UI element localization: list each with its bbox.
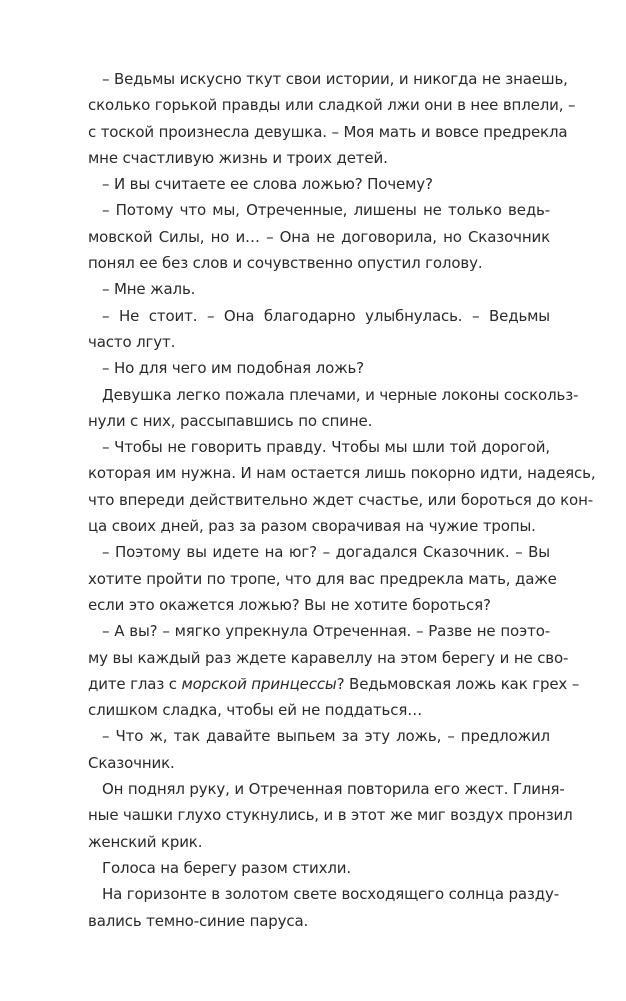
body-text: [88, 66, 596, 934]
text-line: му вы каждый раз ждете каравеллу на этом берегу и не сво-: [88, 648, 569, 667]
text-line: мовской Силы, но и… – Она не договорила, но Сказочник: [88, 227, 550, 246]
text-line: – Потому что мы, Отреченные, лишены не только ведь-: [102, 201, 550, 220]
text-line: – Поэтому вы идете на юг? – догадался Сказочник. – Вы: [102, 543, 550, 562]
text-line: слишком сладка, чтобы ей не поддаться…: [88, 701, 423, 720]
text-line: хотите пройти по тропе, что для вас предрекла мать, даже: [88, 569, 557, 588]
text-line: которая им нужна. И нам остается лишь покорно идти, надеясь,: [88, 464, 596, 483]
text-line: – Ведьмы искусно ткут свои истории, и никогда не знаешь,: [102, 70, 568, 88]
text-line: сколько горькой правды или сладкой лжи они в нее вплели, –: [88, 96, 576, 115]
text-line: нули с них, рассыпавшись по спине.: [88, 411, 373, 430]
text-line: что впереди действительно ждет счастье, или бороться до кон-: [88, 490, 594, 509]
text-line: Сказочник.: [88, 753, 175, 772]
text-line: Девушка легко пожала плечами, и черные локоны соскольз-: [102, 385, 579, 404]
text-line: – Мне жаль.: [102, 280, 196, 299]
text-line: ные чашки глухо стукнулись, и в этот же миг воздух пронзил: [88, 806, 573, 825]
text-line: Он поднял руку, и Отреченная повторила его жест. Глиня-: [102, 780, 565, 799]
text-line: ца своих дней, раз за разом сворачивая на чужие тропы.: [88, 517, 536, 536]
text-line: если это окажется ложью? Вы не хотите бороться?: [88, 595, 491, 614]
text-line: вались темно-синие паруса.: [88, 911, 309, 930]
text-line: На горизонте в золотом свете восходящего солнца разду-: [102, 885, 559, 904]
text-line: – Но для чего им подобная ложь?: [102, 359, 364, 378]
text-line: – И вы считаете ее слова ложью? Почему?: [102, 175, 433, 194]
text-line: часто лгут.: [88, 332, 176, 351]
text-line: женский крик.: [88, 832, 203, 851]
text-line: – Чтобы не говорить правду. Чтобы мы шли той дорогой,: [102, 438, 550, 457]
text-segment: дите глаз с: [88, 674, 182, 693]
text-line: Голоса на берегу разом стихли.: [102, 858, 351, 877]
italic-title: морской принцессы: [181, 674, 337, 693]
text-segment: ? Ведьмовская ложь как грех –: [336, 674, 580, 693]
text-line: с тоской произнесла девушка. – Моя мать и вовсе предрекла: [88, 122, 568, 141]
text-line: мне счастливую жизнь и троих детей.: [88, 148, 388, 167]
text-line: [88, 671, 580, 697]
text-line: – А вы? – мягко упрекнула Отреченная. – Разве не поэто-: [102, 622, 550, 641]
text-line: понял ее без слов и сочувственно опустил голову.: [88, 254, 483, 273]
text-line: – Не стоит. – Она благодарно улыбнулась. – Ведьмы: [102, 306, 550, 325]
text-line: – Что ж, так давайте выпьем за эту ложь, – предложил: [102, 727, 550, 746]
